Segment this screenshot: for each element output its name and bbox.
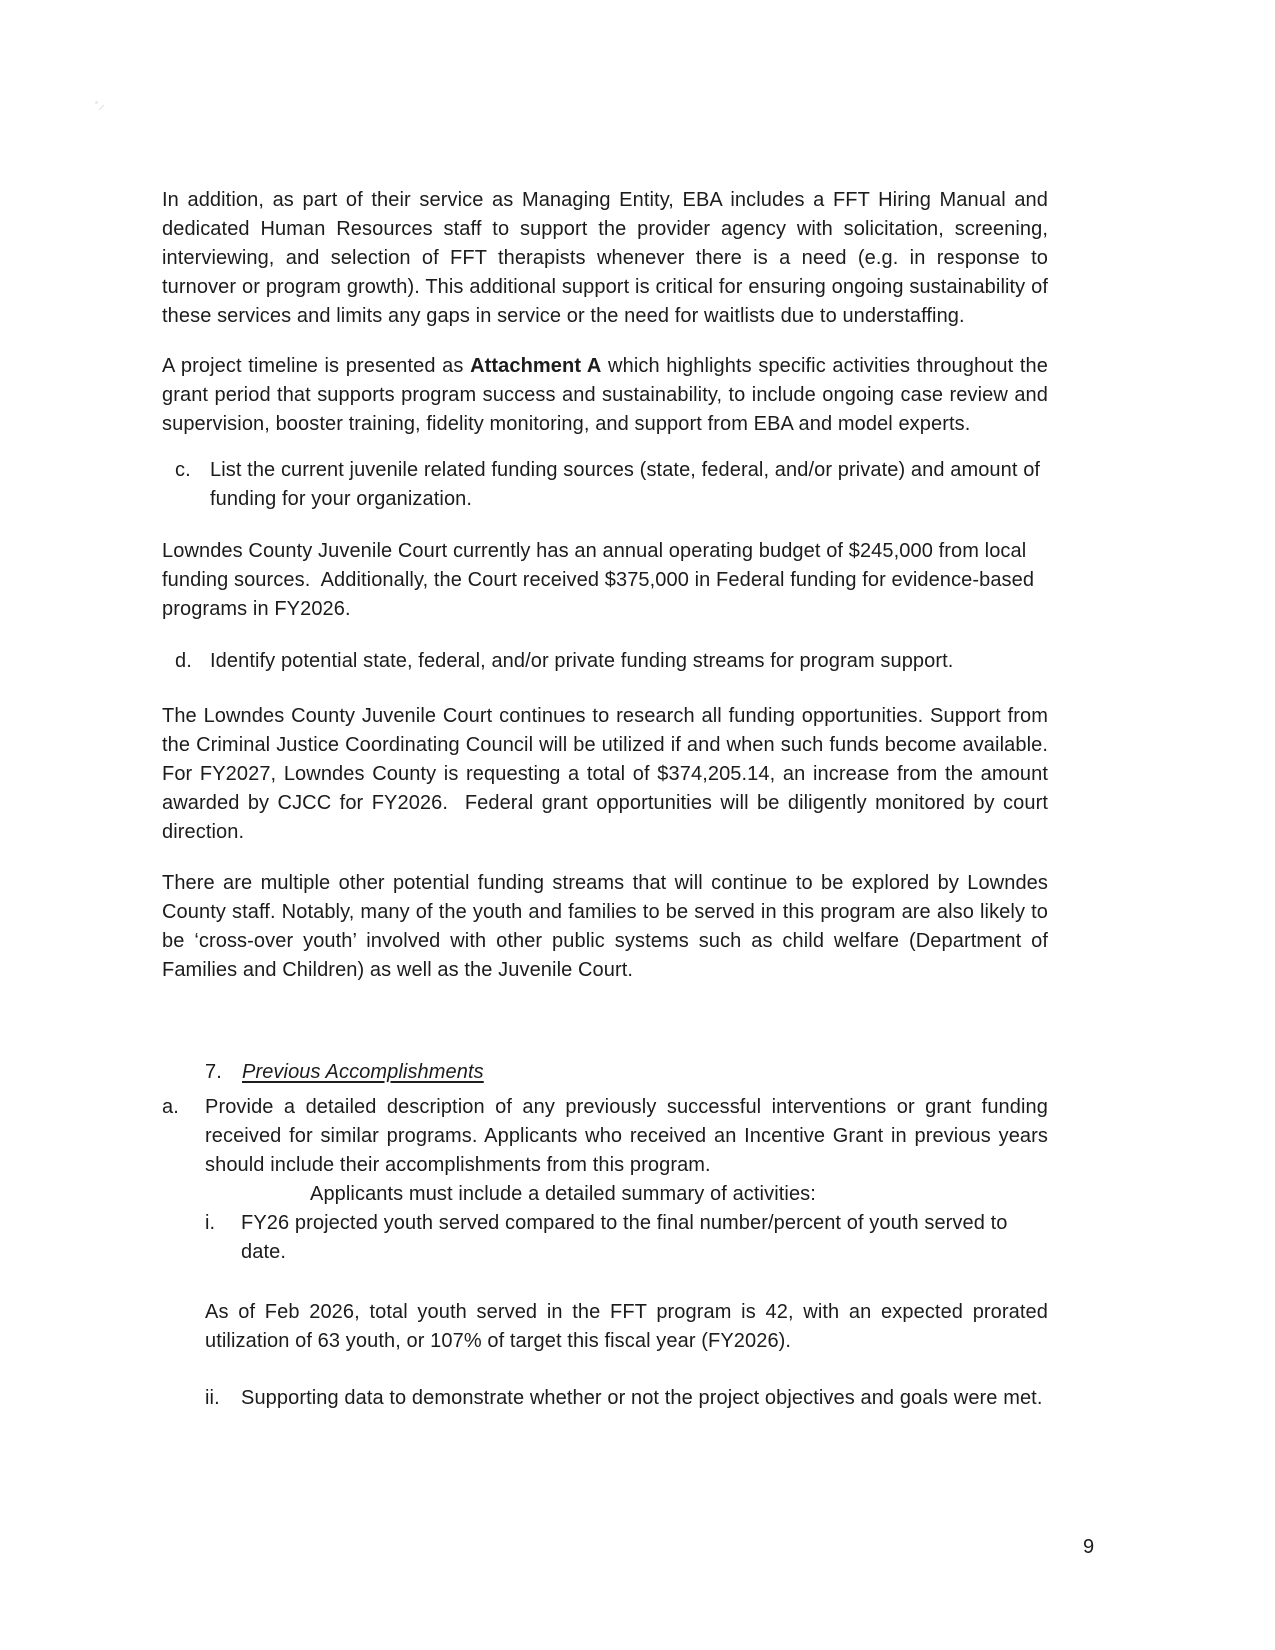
paragraph-youth-served: As of Feb 2026, total youth served in the FFT program is 42, with an expected prorated utilization of 63 youth, or 107% of target this fiscal year (FY2026). bbox=[205, 1301, 1054, 1352]
list-item-a-marker: a. bbox=[162, 1096, 179, 1118]
page-number: 9 bbox=[1083, 1536, 1095, 1558]
list-item-ii bbox=[162, 1384, 1048, 1413]
line-applicants-summary: Applicants must include a detailed summary of activities: bbox=[310, 1183, 816, 1205]
list-item-d bbox=[162, 647, 1048, 676]
paragraph-managing-entity: In addition, as part of their service as Managing Entity, EBA includes a FFT Hiring Manual and dedicated Human Resources staff to support the provider agency with solicitation, screening, interviewing, and selection of FFT therapists whenever there is a need (e.g. in response to turnover or program growth). This additional support is critical for ensuring ongoing sustainability of these services and limits any gaps in service or the need for waitlists due to understaffing. bbox=[162, 189, 1054, 327]
section-heading-title: Previous Accomplishments bbox=[242, 1061, 484, 1083]
list-item-c-marker: c. bbox=[175, 459, 191, 481]
list-item-a bbox=[162, 1093, 1048, 1180]
section-heading-previous-accomplishments bbox=[162, 1058, 1048, 1087]
list-item-d-text: Identify potential state, federal, and/or private funding streams for program support. bbox=[210, 650, 954, 672]
section-heading-number: 7. bbox=[205, 1061, 222, 1083]
list-item-c-text: List the current juvenile related funding sources (state, federal, and/or private) and amount of funding for your organization. bbox=[210, 459, 1041, 510]
paragraph-funding-streams: There are multiple other potential funding streams that will continue to be explored by Lowndes County staff. Notably, many of the youth and families to be served in this program are also likely to be ‘cross-over youth’ involved with other public systems such as child welfare (Department of Families and Children) as well as the Juvenile Court. bbox=[162, 872, 1054, 981]
paragraph-funding-research: The Lowndes County Juvenile Court continues to research all funding opportunities. Support from the Criminal Justice Coordinating Council will be utilized if and when such funds become available. For FY2027, Lowndes County is requesting a total of $374,205.14, an increase from the amount awarded by CJCC for FY2026. Federal grant opportunities will be diligently monitored by court direction. bbox=[162, 705, 1054, 843]
paragraph-operating-budget: Lowndes County Juvenile Court currently has an annual operating budget of $245,000 from local funding sources. Additionally, the Court received $375,000 in Federal funding for evidence-based programs in FY2026. bbox=[162, 540, 1040, 620]
list-item-d-marker: d. bbox=[175, 650, 192, 672]
paragraph-project-timeline bbox=[162, 352, 1054, 439]
list-item-i bbox=[162, 1209, 1048, 1267]
attachment-a-bold-text: Attachment A bbox=[470, 355, 602, 377]
paragraph-project-timeline-after: which highlights specific activities throughout the grant period that supports program success and sustainability, to include ongoing case review and supervision, booster training, fidelity monitoring, and support from EBA and model experts. bbox=[162, 355, 1054, 435]
list-item-ii-marker: ii. bbox=[205, 1387, 220, 1409]
list-item-a-text: Provide a detailed description of any previously successful interventions or grant funding received for similar programs. Applicants who received an Incentive Grant in previous years should include their accomplishments from this program. bbox=[205, 1096, 1048, 1176]
list-item-i-text: FY26 projected youth served compared to the final number/percent of youth served to date. bbox=[241, 1212, 1008, 1263]
list-item-ii-text: Supporting data to demonstrate whether or not the project objectives and goals were met. bbox=[241, 1387, 1043, 1409]
document-body bbox=[162, 186, 1054, 1413]
paragraph-project-timeline-before: A project timeline is presented as bbox=[162, 355, 471, 377]
list-item-c bbox=[162, 456, 1048, 514]
scan-artifact bbox=[93, 99, 107, 111]
list-item-i-marker: i. bbox=[205, 1212, 216, 1234]
